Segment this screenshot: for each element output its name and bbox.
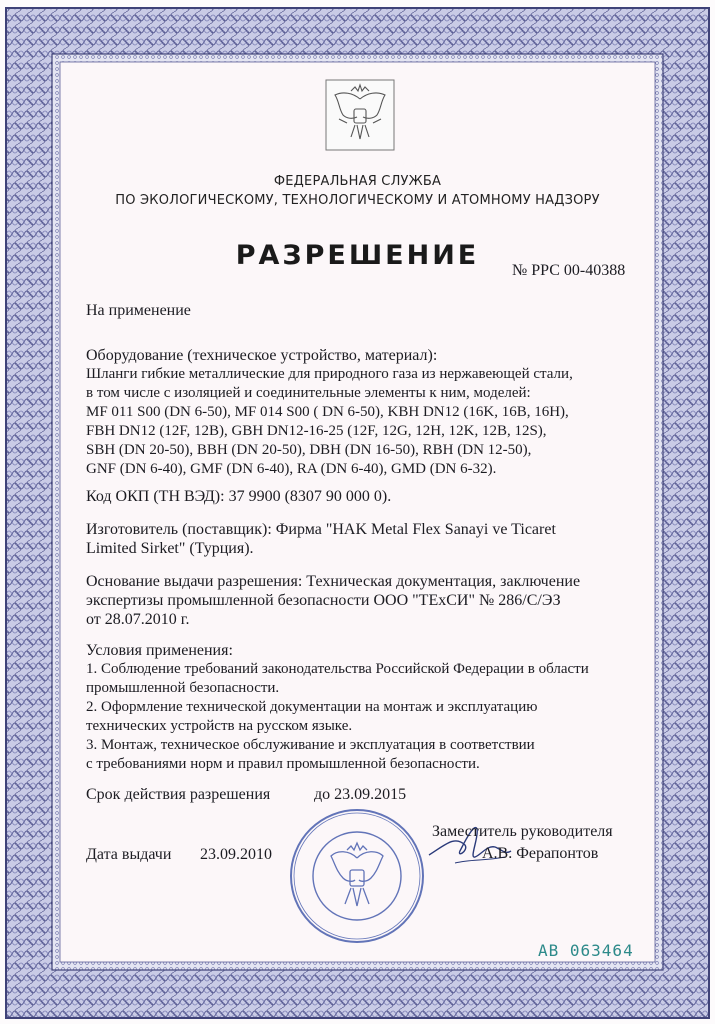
okp-code: Код ОКП (ТН ВЭД): 37 9900 (8307 90 000 0). bbox=[86, 488, 392, 505]
basis-line2: экспертизы промышленной безопасности ООО "ТЕхСИ" № 286/С/ЭЗ bbox=[86, 592, 561, 609]
signatory-position: Заместитель руководителя bbox=[432, 823, 613, 840]
manufacturer-line1: Изготовитель (поставщик): Фирма "HAK Metal Flex Sanayi ve Ticaret bbox=[86, 521, 556, 538]
equipment-line: Шланги гибкие металлические для природного газа из нержавеющей стали, bbox=[86, 366, 573, 382]
condition-line: 1. Соблюдение требований законодательства Российской Федерации в области bbox=[86, 661, 589, 677]
purpose-text: На применение bbox=[86, 302, 191, 319]
condition-line: технических устройств на русском языке. bbox=[86, 718, 353, 734]
basis-line3: от 28.07.2010 г. bbox=[86, 611, 190, 628]
agency-name-line2: ПО ЭКОЛОГИЧЕСКОМУ, ТЕХНОЛОГИЧЕСКОМУ И АТОМНОМУ НАДЗОРУ bbox=[115, 193, 600, 208]
equipment-line: MF 011 S00 (DN 6-50), MF 014 S00 ( DN 6-50), KBH DN12 (16K, 16B, 16H), bbox=[86, 404, 569, 420]
condition-line: 2. Оформление технической документации на монтаж и эксплуатацию bbox=[86, 699, 538, 715]
condition-line: промышленной безопасности. bbox=[86, 680, 280, 696]
validity-value: до 23.09.2015 bbox=[314, 786, 407, 803]
condition-line: 3. Монтаж, техническое обслуживание и эксплуатация в соответствии bbox=[86, 737, 535, 753]
document-title: РАЗРЕШЕНИЕ bbox=[235, 240, 480, 271]
issue-date-label: Дата выдачи bbox=[86, 846, 172, 863]
equipment-heading: Оборудование (техническое устройство, материал): bbox=[86, 347, 438, 364]
conditions-heading: Условия применения: bbox=[86, 642, 233, 659]
document-number: № РРС 00-40388 bbox=[512, 262, 626, 279]
agency-name-line1: ФЕДЕРАЛЬНАЯ СЛУЖБА bbox=[273, 174, 442, 189]
equipment-line: FBH DN12 (12F, 12B), GBH DN12-16-25 (12F, 12G, 12H, 12K, 12B, 12S), bbox=[86, 423, 547, 439]
validity-label: Срок действия разрешения bbox=[86, 786, 271, 803]
equipment-line: в том числе с изоляцией и соединительные элементы к ним, моделей: bbox=[86, 385, 531, 401]
form-serial-number: АВ 063464 bbox=[538, 941, 634, 960]
basis-line1: Основание выдачи разрешения: Техническая документация, заключение bbox=[86, 573, 581, 590]
manufacturer-line2: Limited Sirket" (Турция). bbox=[86, 540, 254, 557]
issue-date-value: 23.09.2010 bbox=[200, 846, 272, 863]
equipment-line: SBH (DN 20-50), BBH (DN 20-50), DBH (DN 16-50), RBH (DN 12-50), bbox=[86, 442, 532, 458]
condition-line: с требованиями норм и правил промышленной безопасности. bbox=[86, 756, 480, 772]
equipment-line: GNF (DN 6-40), GMF (DN 6-40), RA (DN 6-40), GMD (DN 6-32). bbox=[86, 461, 497, 477]
signatory-name: А.В. Ферапонтов bbox=[482, 845, 599, 862]
